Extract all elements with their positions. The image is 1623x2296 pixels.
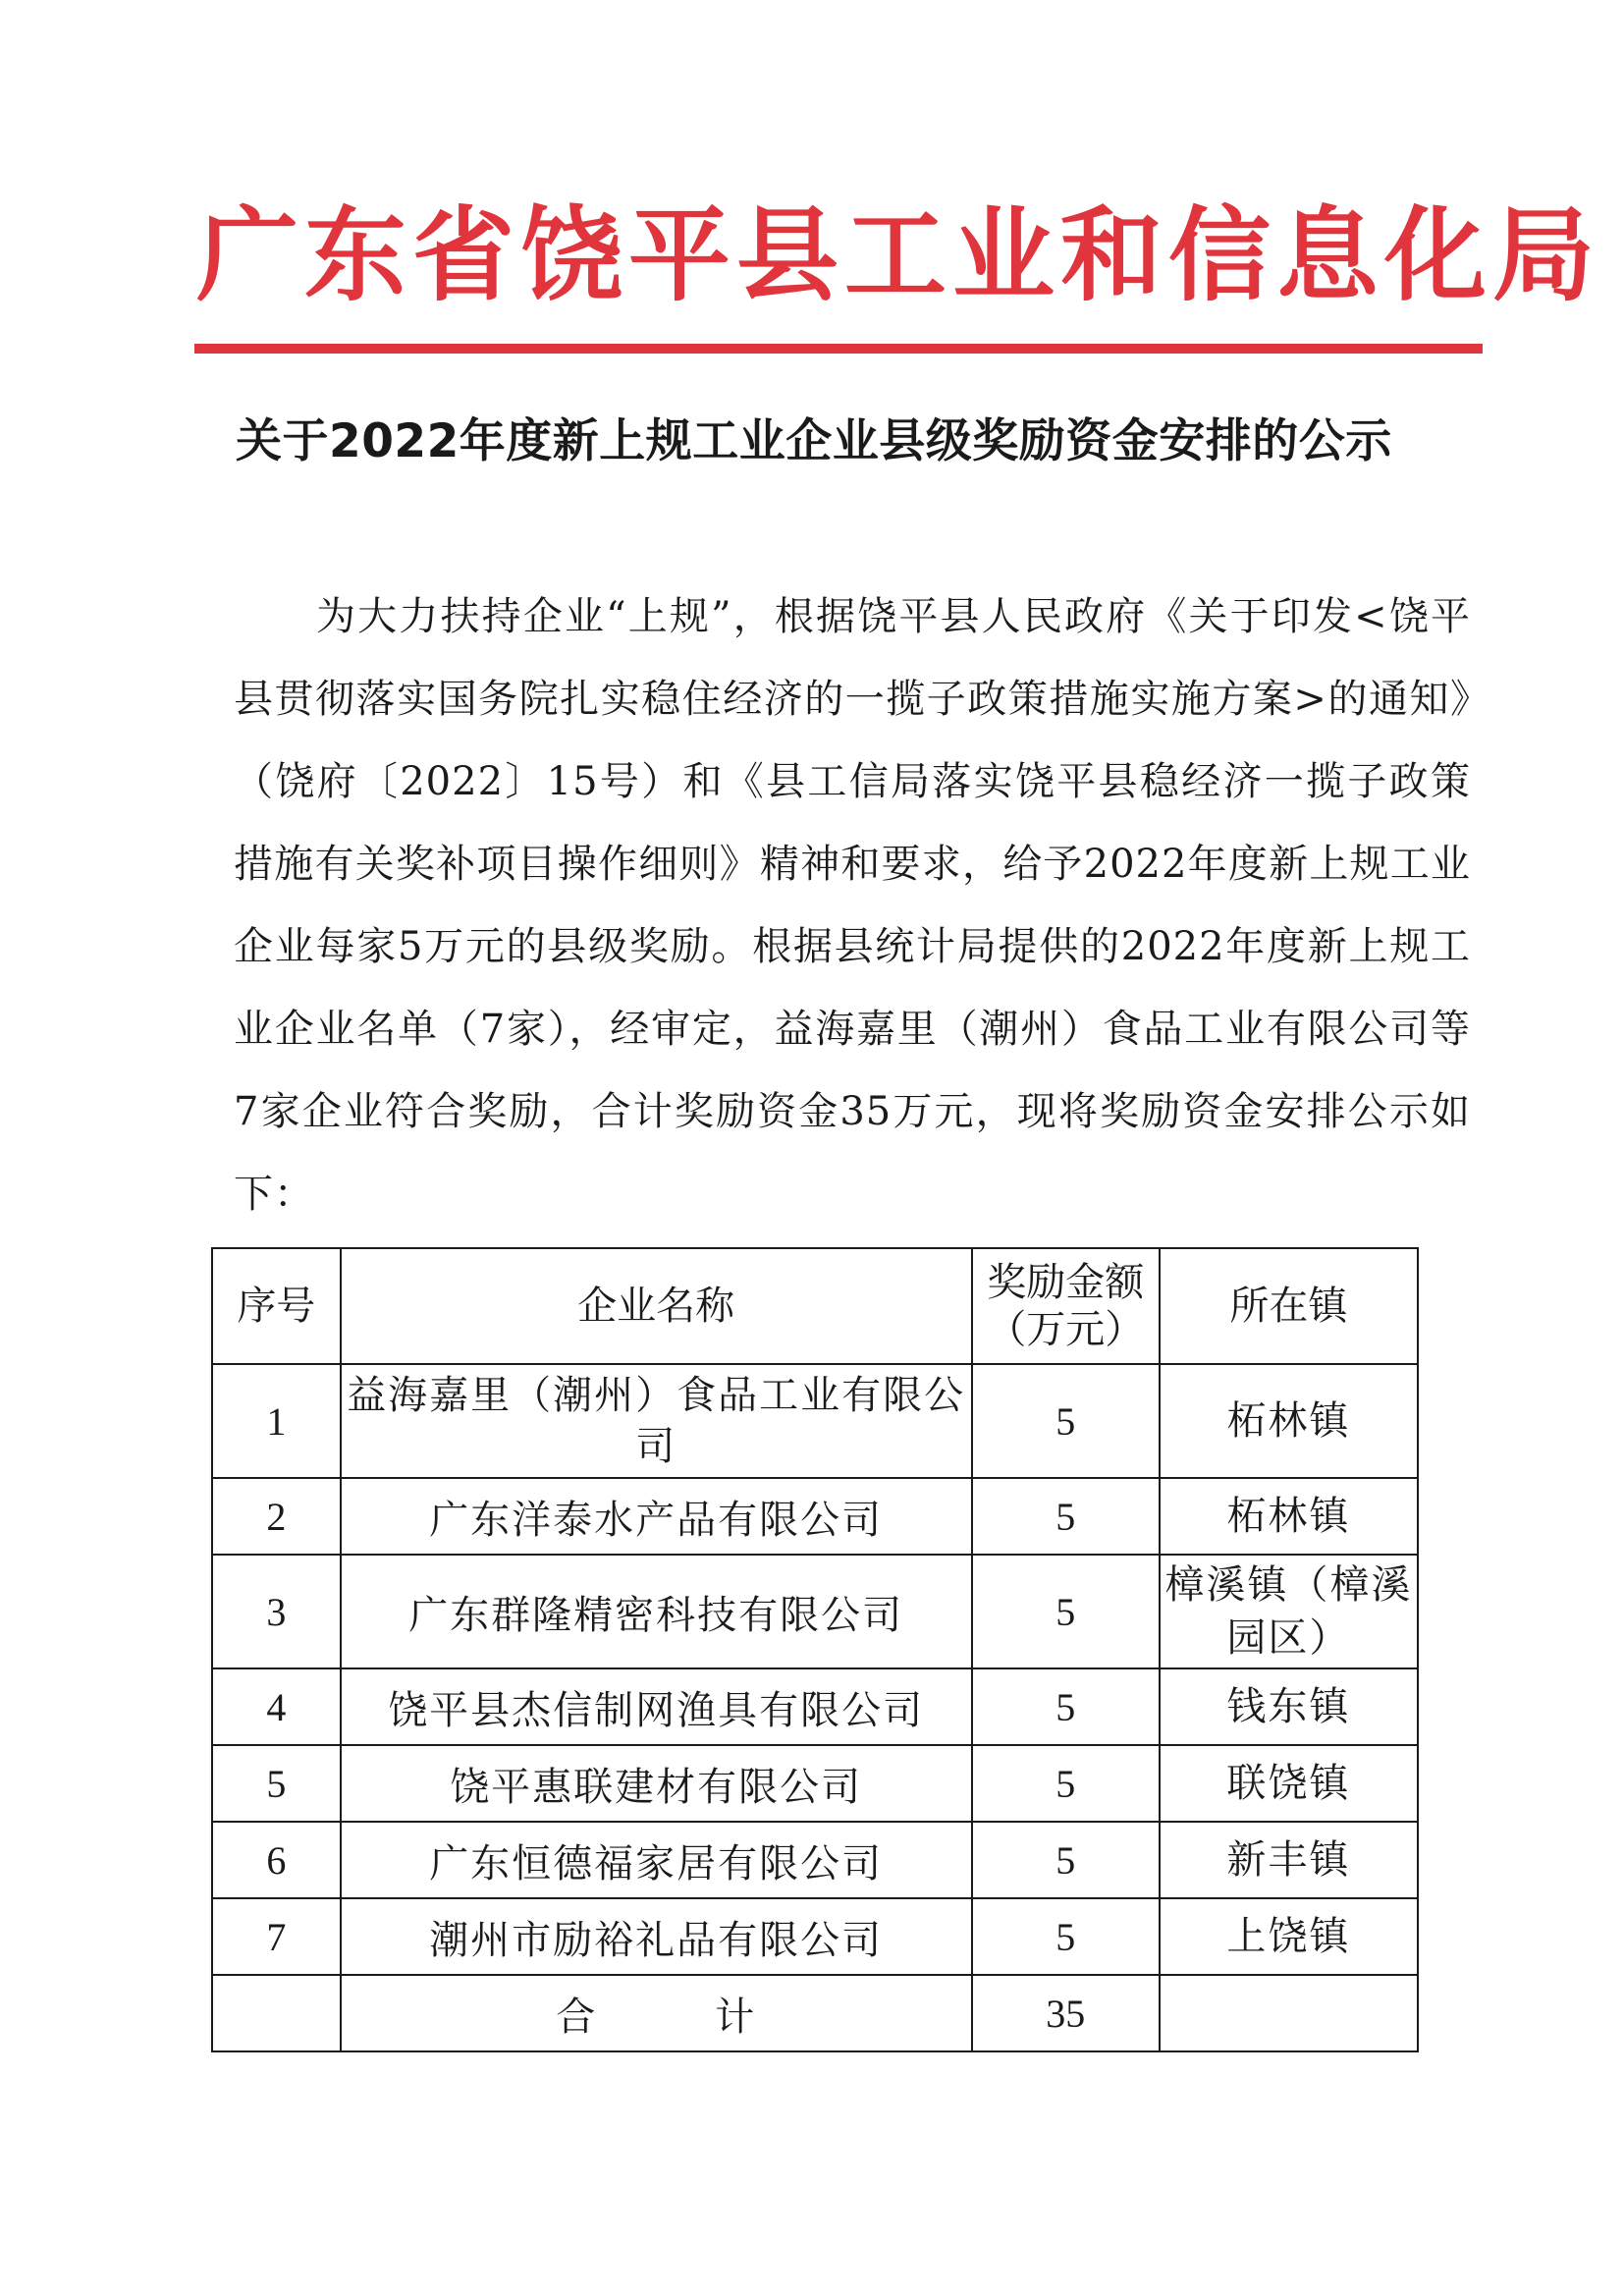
- row-company: 潮州市励裕礼品有限公司: [341, 1898, 972, 1975]
- award-table: [211, 1247, 1419, 2052]
- row-no: 6: [212, 1822, 341, 1898]
- row-company: 饶平惠联建材有限公司: [341, 1745, 972, 1822]
- total-town-cell: [1160, 1975, 1418, 2051]
- body-paragraph: 为大力扶持企业“上规”，根据饶平县人民政府《关于印发<饶平县贯彻落实国务院扎实稳住经济的一揽子政策措施实施方案>的通知》（饶府〔2022〕15号）和《县工信局落实饶平县稳经济一揽子政策措施有关奖补项目操作细则》精神和要求，给予2022年度新上规工业企业每家5万元的县级奖励。根据县统计局提供的2022年度新上规工业企业名单（7家），经审定，益海嘉里（潮州）食品工业有限公司等7家企业符合奖励，合计奖励资金35万元，现将奖励资金安排公示如下：: [234, 594, 1471, 1217]
- row-no: 5: [212, 1745, 341, 1822]
- total-label: [341, 1975, 972, 2051]
- letterhead-title: 广东省饶平县工业和信息化局: [196, 194, 1601, 315]
- table-row: [212, 1555, 1418, 1668]
- header-no: 序号: [212, 1248, 341, 1364]
- row-company: 广东洋泰水产品有限公司: [341, 1478, 972, 1555]
- row-amount: 5: [972, 1555, 1160, 1668]
- header-amount-line2: （万元）: [987, 1307, 1145, 1352]
- header-company: 企业名称: [341, 1248, 972, 1364]
- row-town: 钱东镇: [1160, 1668, 1418, 1745]
- row-no: 4: [212, 1668, 341, 1745]
- header-town: 所在镇: [1160, 1248, 1418, 1364]
- document-title: 关于2022年度新上规工业企业县级奖励资金安排的公示: [236, 414, 1392, 468]
- row-amount: 5: [972, 1364, 1160, 1478]
- row-no: 1: [212, 1364, 341, 1478]
- row-no: 2: [212, 1478, 341, 1555]
- body-text: [234, 575, 1471, 1235]
- table-total-row: [212, 1975, 1418, 2051]
- table-row: [212, 1478, 1418, 1555]
- header-amount-line1: 奖励金额: [987, 1260, 1145, 1305]
- row-company: 广东恒德福家居有限公司: [341, 1822, 972, 1898]
- row-amount: 5: [972, 1668, 1160, 1745]
- total-label-2: 计: [715, 1994, 757, 2040]
- row-town: 柘林镇: [1160, 1478, 1418, 1555]
- header-amount: [972, 1248, 1160, 1364]
- letterhead-divider: [194, 344, 1483, 354]
- table-header-row: [212, 1248, 1418, 1364]
- total-no-cell: [212, 1975, 341, 2051]
- table-row: [212, 1898, 1418, 1975]
- row-amount: 5: [972, 1745, 1160, 1822]
- row-company: 饶平县杰信制网渔具有限公司: [341, 1668, 972, 1745]
- table-row: [212, 1745, 1418, 1822]
- row-amount: 5: [972, 1822, 1160, 1898]
- row-amount: 5: [972, 1898, 1160, 1975]
- total-label-1: 合: [556, 1994, 598, 2040]
- table-row: [212, 1668, 1418, 1745]
- row-town: 联饶镇: [1160, 1745, 1418, 1822]
- table-row: [212, 1364, 1418, 1478]
- row-company: 益海嘉里（潮州）食品工业有限公司: [341, 1364, 972, 1478]
- row-town: 新丰镇: [1160, 1822, 1418, 1898]
- table-row: [212, 1822, 1418, 1898]
- total-amount: 35: [972, 1975, 1160, 2051]
- row-no: 3: [212, 1555, 341, 1668]
- row-town: 樟溪镇（樟溪园区）: [1160, 1555, 1418, 1668]
- row-company: 广东群隆精密科技有限公司: [341, 1555, 972, 1668]
- row-amount: 5: [972, 1478, 1160, 1555]
- row-no: 7: [212, 1898, 341, 1975]
- row-town: 柘林镇: [1160, 1364, 1418, 1478]
- row-town: 上饶镇: [1160, 1898, 1418, 1975]
